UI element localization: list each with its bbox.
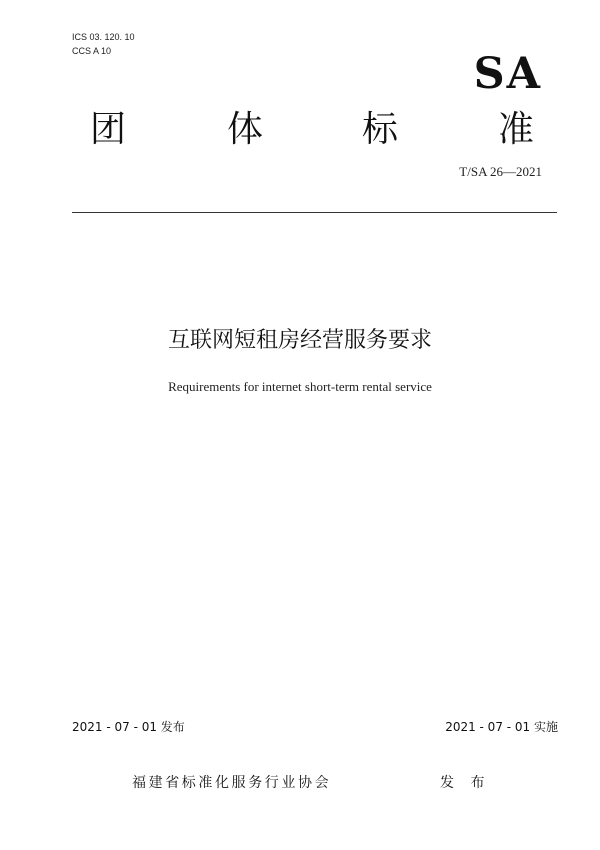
standard-type-char: 准 — [498, 109, 535, 150]
ccs-code: CCS A 10 — [72, 46, 112, 56]
implementation-date: 2021 - 07 - 01 实施 — [445, 720, 558, 734]
document-title-chinese: 互联网短租房经营服务要求 — [167, 328, 432, 353]
standard-type-title — [90, 104, 540, 156]
sa-logo: SA — [473, 49, 542, 99]
publish-label: 发 布 — [440, 775, 491, 791]
issue-date: 2021 - 07 - 01 发布 — [72, 720, 185, 734]
classification-codes — [72, 30, 135, 58]
standard-type-char: 标 — [362, 109, 399, 150]
issuing-organization: 福建省标准化服务行业协会 — [132, 775, 332, 791]
header-divider — [72, 212, 557, 213]
document-title-english: Requirements for internet short-term rental service — [168, 379, 432, 394]
ics-code: ICS 03. 120. 10 — [72, 32, 135, 42]
standard-type-char: 体 — [227, 109, 264, 150]
standard-type-char: 团 — [90, 109, 127, 150]
standard-number: T/SA 26—2021 — [459, 164, 542, 179]
